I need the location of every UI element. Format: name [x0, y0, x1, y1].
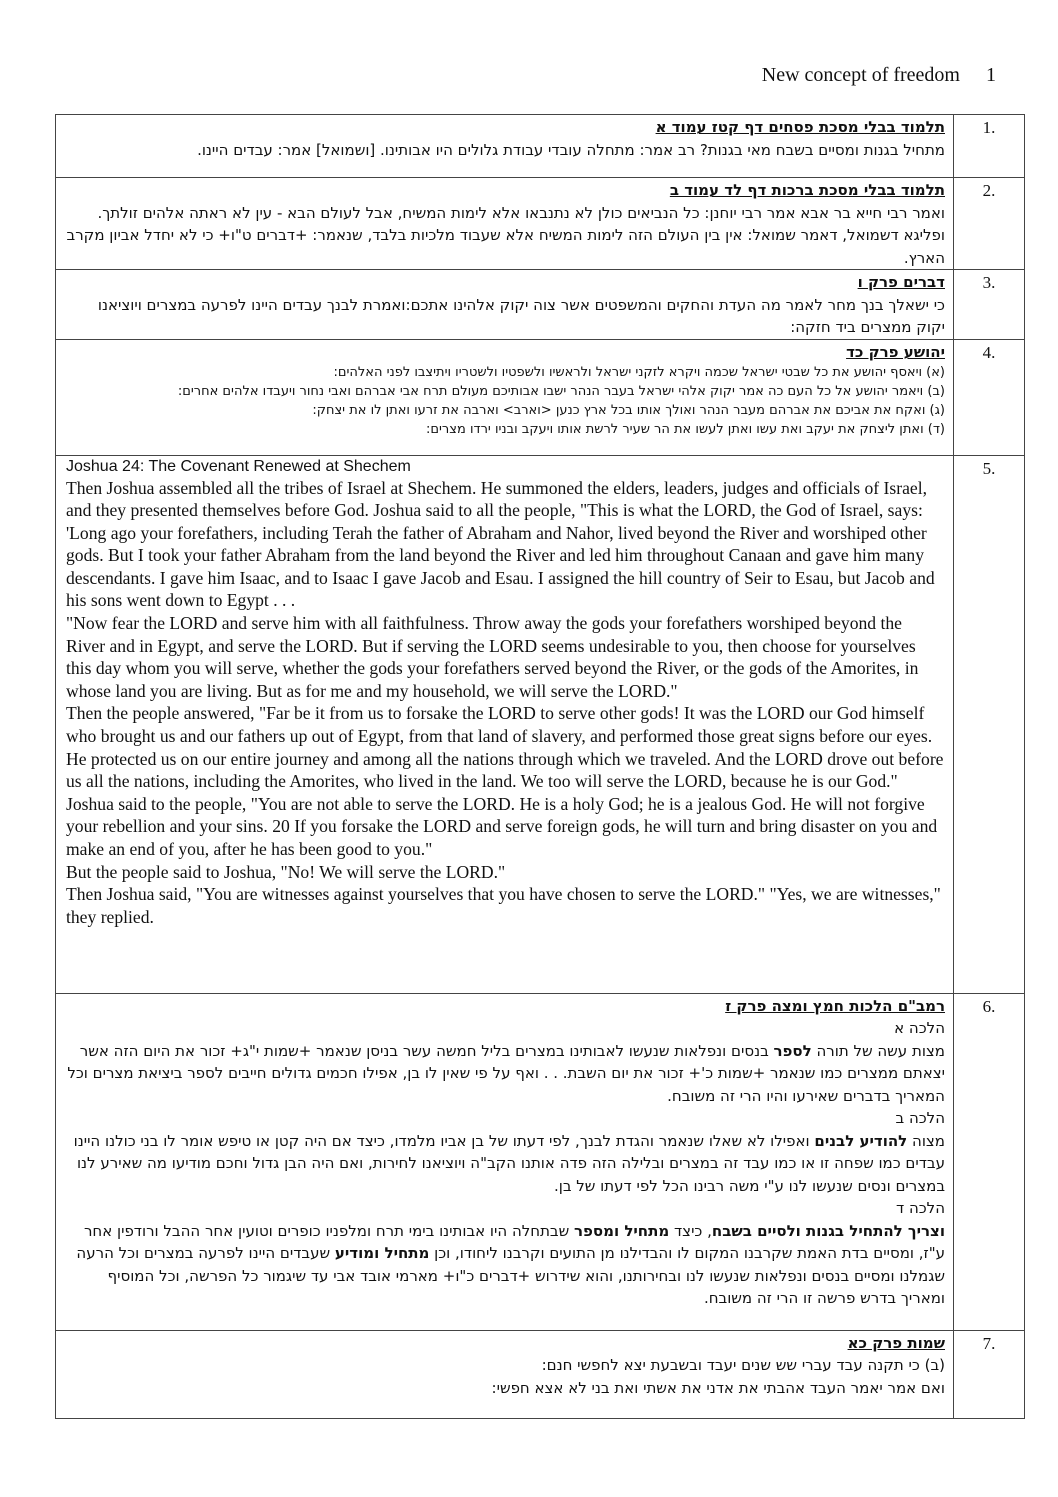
source-row-5: [56, 455, 1025, 993]
source-title: יהושע פרק כד: [846, 342, 945, 361]
source-paragraph: Then the people answered, "Far be it from us to forsake the LORD to serve other gods! It was the LORD our God himself who brought us and our fathers up out of Egypt, from that land of slavery, and performed those great signs before our eyes. He protected us on our entire journey and among all the nations through which we traveled. And the LORD drove out before us all the nations, including the Amorites, who lived in the land. We too will serve the LORD, because he is our God.": [66, 703, 944, 792]
source-text: ואמר רבי חייא בר אבא אמר רבי יוחנן: כל הנביאים כולן לא נתנבאו אלא לימות המשיח, אבל לעולם הבא - עין לא ראתה אלהים זולתך. ופליגא דשמואל, דאמר שמואל: אין בין העולם הזה לימות המשיח אלא שעבוד מלכיות בלבד, שנאמר: +דברים ט"ו+ כי לא יחדל אביון מקרב הארץ.: [66, 203, 945, 267]
source-paragraph: Joshua said to the people, "You are not able to serve the LORD. He is a holy God; he is a jealous God. He will not forgive your rebellion and your sins. 20 If you forsake the LORD and serve foreign gods, he will turn and bring disaster on you and make an end of you, after he has been good to you.": [66, 793, 938, 859]
verse: (ד) ואתן ליצחק את יעקב ואת עשו ואתן לעשו את הר שעיר לרשת אותו ויעקב ובניו ירדו מצרים:: [426, 422, 945, 437]
source-content: [56, 1330, 954, 1418]
source-paragraph: Then Joshua assembled all the tribes of Israel at Shechem. He summoned the elders, leaders, judges and officials of Israel, and they presented themselves before God. Joshua said to all the people, "This is what the LORD, the God of Israel, says: 'Long ago your forefathers, including Terah the father of Abraham and Nahor, lived beyond the River and worshiped other gods. But I took your father Abraham from the land beyond the River and led him throughout Canaan and gave him many descendants. I gave him Isaac, and to Isaac I gave Jacob and Esau. I assigned the hill country of Seir to Esau, but Jacob and his sons went down to Egypt . . .: [66, 477, 935, 611]
source-number: 4.: [954, 339, 1025, 455]
halacha-label: הלכה א: [894, 1019, 945, 1037]
page-header: [0, 64, 1058, 90]
source-title: תלמוד בבלי מסכת ברכות דף לד עמוד ב: [669, 181, 945, 199]
halacha-label: הלכה ד: [895, 1199, 945, 1217]
source-row-3: [56, 270, 1025, 340]
halacha-label: הלכה ב: [895, 1109, 945, 1127]
source-text: כי ישאלך בנך מחר לאמר מה העדת והחקים והמשפטים אשר צוה יקוק אלהינו אתכם:ואמרת לבנך עבדים היינו לפרעה במצרים ויוציאנו יקוק ממצרים ביד חזקה:: [97, 295, 945, 336]
source-row-2: [56, 178, 1025, 270]
verse: (ב) כי תקנה עבד עברי שש שנים יעבד ובשבעת יצא לחפשי חנם:: [541, 1356, 945, 1374]
source-number: 5.: [954, 455, 1025, 993]
halacha-text: וצריך להתחיל בגנות ולסיים בשבח, כיצד מתחיל ומספר שבתחלה היו אבותינו בימי תרח ומלפניו כופרים וטועין אחר ההבל ורודפין אחר ע"ז, ומסיים בדת האמת שקרבנו המקום לו והבדילנו מן התועים וקרבנו ליחודו, וכן מתחיל ומודיע שעבדים היינו לפרעה במצרים וכל הרעה שגמלנו ומסיים בנסים ונפלאות שנעשו לנו ובחירותנו, והוא שידרוש +דברים כ"ו+ מארמי אובד אבי עד שיגמור כל הפרשה, וכל המוסיף ומאריך בדרש פרשה זו הרי זה משובח.: [76, 1221, 945, 1307]
source-number: 1.: [954, 115, 1025, 178]
halacha-text: מצוה להודיע לבנים ואפילו לא שאלו שנאמר והגדת לבנך, לפי דעתו של בן אביו מלמדו, כיצד אם היה קטן או טיפש אומר לו בני כולנו היינו עבדים כמו שפחה זו או כמו עבד זה במצרים ובלילה הזה פדה אותנו הקב"ה ויוציאנו לחירות, ואם היה הבן גדול וחכם מודיעו מה שאירע לנו במצרים ונסים שנעשו לנו ע"י משה רבינו הכל לפי דעתו של בן.: [73, 1131, 945, 1195]
source-title: רמב"ם הלכות חמץ ומצה פרק ז: [725, 996, 945, 1015]
source-sheet-table: [55, 114, 1025, 1419]
source-content: [56, 115, 954, 178]
source-content: [56, 993, 954, 1330]
source-number: 6.: [954, 993, 1025, 1330]
source-number: 2.: [954, 178, 1025, 270]
verse: (א) ויאסף יהושע את כל שבטי ישראל שכמה ויקרא לזקני ישראל ולראשיו ולשפטיו ולשטריו ויתיצבו לפני האלהים:: [333, 365, 945, 380]
source-content: [56, 339, 954, 455]
source-title: Joshua 24: The Covenant Renewed at Shechem: [66, 457, 411, 475]
verse: (ב) ויאמר יהושע אל כל העם כה אמר יקוק אלהי ישראל בעבר הנהר ישבו אבותיכם מעולם תרח אבי אברהם ואבי נחור ויעבדו אלהים אחרים:: [177, 384, 945, 399]
source-title: תלמוד בבלי מסכת פסחים דף קטז עמוד א: [655, 118, 945, 136]
source-paragraph: "Now fear the LORD and serve him with all faithfulness. Throw away the gods your forefathers worshiped beyond the River and in Egypt, and serve the LORD. But if serving the LORD seems undesirable to you, then choose for yourselves this day whom you will serve, whether the gods your forefathers served beyond the River, or the gods of the Amorites, in whose land you are living. But as for me and my household, we will serve the LORD.": [66, 613, 919, 701]
source-row-7: [56, 1330, 1025, 1418]
halacha-text: מצות עשה של תורה לספר בנסים ונפלאות שנעשו לאבותינו במצרים בליל חמשה עשר בניסן שנאמר +שמות י"ג+ זכור את היום הזה אשר יצאתם ממצרים כמו שנאמר +שמות כ'+ זכור את יום השבת. . . ואף על פי שאין לו בן, אפילו חכמים גדולים חייבים לספר ביציאת מצרים וכל המאריך בדברים שאירעו והיו הרי זה משובח.: [67, 1041, 945, 1105]
source-number: 3.: [954, 270, 1025, 340]
source-row-1: [56, 115, 1025, 178]
source-text: מתחיל בגנות ומסיים בשבח מאי בגנות? רב אמר: מתחלה עובדי עבודת גלולים היו אבותינו. [ושמואל] אמר: עבדים היינו.: [197, 140, 945, 159]
source-content: [56, 178, 954, 270]
verse: ואם אמר יאמר העבד אהבתי את אדני את אשתי ואת בני לא אצא חפשי:: [491, 1378, 945, 1397]
source-title: שמות פרק כא: [847, 1333, 945, 1352]
verse: (ג) ואקח את אביכם את אברהם מעבר הנהר ואולך אותו בכל ארץ כנען <וארב> וארבה את זרעו ואתן לו את יצחק:: [312, 403, 945, 418]
source-paragraph: But the people said to Joshua, "No! We will serve the LORD.": [66, 861, 506, 882]
source-content: [56, 270, 954, 340]
source-paragraph: Then Joshua said, "You are witnesses against yourselves that you have chosen to serve the LORD." "Yes, we are witnesses," they replied.: [66, 884, 941, 927]
document-title: New concept of freedom: [761, 64, 960, 86]
source-row-6: [56, 993, 1025, 1330]
source-content: [56, 455, 954, 993]
source-title: דברים פרק ו: [857, 273, 945, 291]
source-row-4: [56, 339, 1025, 455]
page-number: 1: [986, 64, 996, 86]
source-number: 7.: [954, 1330, 1025, 1418]
